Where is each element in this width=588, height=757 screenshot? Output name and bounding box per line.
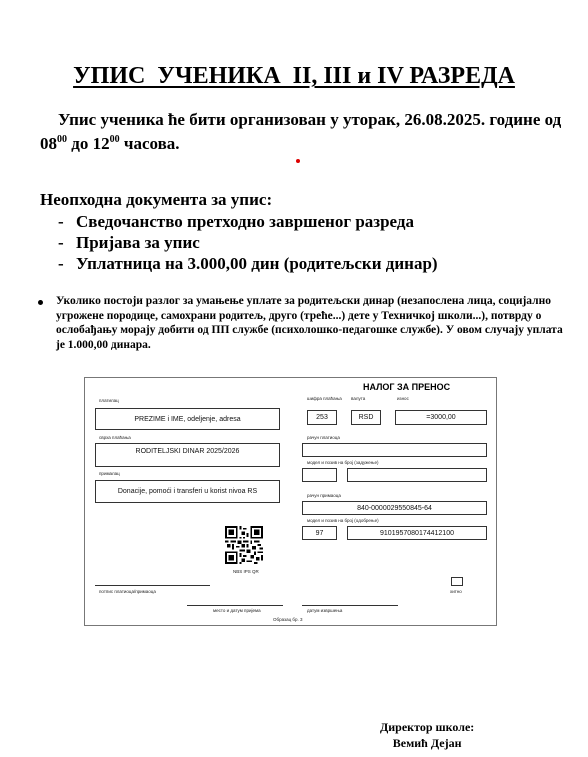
document-item-application: - Пријава за упис [58, 232, 438, 253]
label-purpose: сврха плаћања [99, 435, 131, 440]
intro-sup-end: 00 [109, 134, 120, 145]
place-date-line [187, 605, 283, 606]
label-amount: износ [397, 396, 409, 401]
qr-caption: NBS IPS QR [233, 569, 259, 574]
documents-list [58, 211, 438, 274]
signature-line [95, 585, 210, 586]
label-form-number: Образац бр. 3 [273, 617, 303, 622]
intro-sup-start: 00 [57, 134, 67, 145]
reduction-note: Уколико постоји разлог за умањење уплате за родитељски динар (незапослена лица, социјално угрожене породице, самохрани родитељ, друго (треће...) дете у Техничкој школи...), потврду о ослобађању морају добити од ПП службе (психолошко-педагошке службе). У овом случају уплата је 1.000,00 динара. [56, 295, 563, 351]
field-payer: PREZIME i IME, odeljenje, adresa [95, 408, 280, 430]
intro-text-mid: до 12 [67, 134, 110, 153]
label-signature: потпис платиоца/примаоца [99, 589, 156, 594]
note-bullet [38, 300, 43, 305]
field-model-debit [302, 468, 337, 482]
field-currency: RSD [351, 410, 381, 425]
document-item-certificate: - Сведочанство претходно завршеног разреда [58, 211, 438, 232]
label-payment-code: шифра плаћања [307, 396, 342, 401]
signature-role: Директор школе: [380, 720, 475, 734]
red-dot-mark [296, 159, 300, 163]
label-model-credit: модел и позив на број (одобрење) [307, 518, 379, 523]
page-title: УПИС УЧЕНИКА II, III и IV РАЗРЕДА [73, 63, 515, 89]
field-recipient-account: 840-0000029550845-64 [302, 501, 487, 515]
exec-date-line [302, 605, 398, 606]
label-recipient: прималац [99, 471, 120, 476]
field-payer-account [302, 443, 487, 457]
signature-name: Вемић Дејан [392, 736, 462, 750]
document-item-payment-slip: - Уплатница на 3.000,00 дин (родитељски динар) [58, 253, 438, 274]
field-reference-debit [347, 468, 487, 482]
label-payer-account: рачун платиоца [307, 435, 340, 440]
label-payer: платилац [99, 398, 119, 403]
field-recipient: Donacije, pomoći i transferi u korist nivoa RS [95, 480, 280, 503]
intro-text-after: часова. [119, 134, 180, 153]
urgent-checkbox [451, 577, 463, 586]
label-place-date: место и датум пријема [213, 608, 261, 613]
field-reference-credit: 9101957080174412100 [347, 526, 487, 540]
field-amount: =3000,00 [395, 410, 487, 425]
qr-code-icon [225, 526, 263, 564]
intro-paragraph [40, 108, 570, 156]
label-urgent: хитно [450, 589, 462, 594]
director-signature [380, 719, 474, 751]
field-payment-code: 253 [307, 410, 337, 425]
documents-heading: Неопходна документа за упис: [40, 190, 273, 209]
label-recipient-account: рачун примаоца [307, 493, 341, 498]
field-purpose: RODITELJSKI DINAR 2025/2026 [95, 443, 280, 467]
label-model-debit: модел и позив на број (задужење) [307, 460, 379, 465]
slip-title: НАЛОГ ЗА ПРЕНОС [363, 382, 451, 392]
payment-slip [84, 377, 497, 626]
intro-text-before: Упис ученика ће бити организован у уторак, 26.08.2025. године од 08 [40, 110, 562, 153]
field-model-credit: 97 [302, 526, 337, 540]
label-exec-date: датум извршења [307, 608, 343, 613]
label-currency: валута [351, 396, 366, 401]
